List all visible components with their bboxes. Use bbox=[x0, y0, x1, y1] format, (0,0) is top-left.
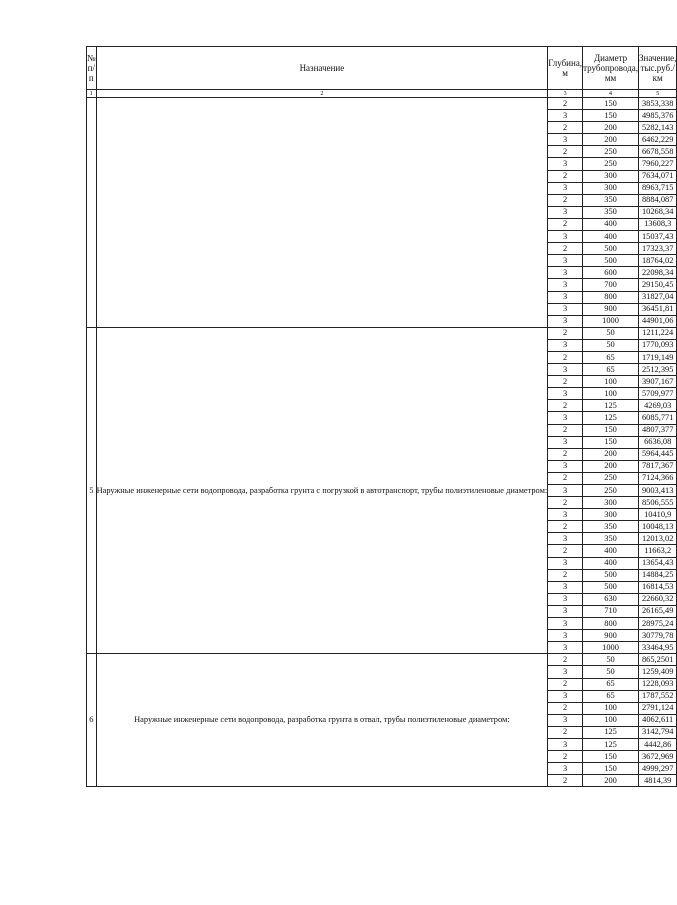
depth-cell: 3 bbox=[548, 364, 583, 376]
value-cell: 5964,445 bbox=[639, 448, 677, 460]
depth-cell: 3 bbox=[548, 630, 583, 642]
column-number-row bbox=[87, 90, 677, 98]
diameter-cell: 150 bbox=[583, 110, 639, 122]
diameter-cell: 900 bbox=[583, 303, 639, 315]
depth-cell: 3 bbox=[548, 339, 583, 351]
value-cell: 2791,124 bbox=[639, 702, 677, 714]
diameter-cell: 350 bbox=[583, 521, 639, 533]
diameter-cell: 250 bbox=[583, 472, 639, 484]
diameter-cell: 300 bbox=[583, 182, 639, 194]
depth-cell: 3 bbox=[548, 267, 583, 279]
depth-cell: 3 bbox=[548, 460, 583, 472]
depth-cell: 3 bbox=[548, 690, 583, 702]
depth-cell: 3 bbox=[548, 231, 583, 243]
diameter-cell: 400 bbox=[583, 557, 639, 569]
depth-cell: 2 bbox=[548, 448, 583, 460]
diameter-cell: 300 bbox=[583, 170, 639, 182]
depth-cell: 3 bbox=[548, 412, 583, 424]
value-cell: 3142,794 bbox=[639, 726, 677, 738]
diameter-cell: 200 bbox=[583, 775, 639, 787]
column-number: 5 bbox=[639, 90, 677, 98]
value-cell: 10410,9 bbox=[639, 509, 677, 521]
diameter-cell: 350 bbox=[583, 533, 639, 545]
depth-cell: 2 bbox=[548, 472, 583, 484]
diameter-cell: 100 bbox=[583, 388, 639, 400]
diameter-cell: 125 bbox=[583, 400, 639, 412]
value-cell: 1787,552 bbox=[639, 690, 677, 702]
diameter-cell: 600 bbox=[583, 267, 639, 279]
depth-cell: 2 bbox=[548, 678, 583, 690]
value-cell: 4062,611 bbox=[639, 714, 677, 726]
depth-cell: 2 bbox=[548, 218, 583, 230]
value-cell: 8884,087 bbox=[639, 194, 677, 206]
diameter-cell: 200 bbox=[583, 448, 639, 460]
diameter-cell: 350 bbox=[583, 206, 639, 218]
depth-cell: 3 bbox=[548, 618, 583, 630]
diameter-cell: 1000 bbox=[583, 642, 639, 654]
diameter-cell: 125 bbox=[583, 726, 639, 738]
depth-cell: 3 bbox=[548, 206, 583, 218]
diameter-cell: 500 bbox=[583, 243, 639, 255]
diameter-cell: 50 bbox=[583, 327, 639, 339]
value-cell: 9003,413 bbox=[639, 485, 677, 497]
depth-cell: 2 bbox=[548, 400, 583, 412]
diameter-cell: 710 bbox=[583, 605, 639, 617]
depth-cell: 2 bbox=[548, 775, 583, 787]
diameter-cell: 150 bbox=[583, 751, 639, 763]
column-number: 4 bbox=[583, 90, 639, 98]
pipeline-cost-table bbox=[86, 46, 677, 787]
diameter-cell: 50 bbox=[583, 654, 639, 666]
depth-cell: 2 bbox=[548, 654, 583, 666]
value-cell: 8963,715 bbox=[639, 182, 677, 194]
value-cell: 7634,071 bbox=[639, 170, 677, 182]
diameter-cell: 300 bbox=[583, 509, 639, 521]
header-depth: Глубина, м bbox=[548, 47, 583, 90]
value-cell: 10268,34 bbox=[639, 206, 677, 218]
value-cell: 6678,558 bbox=[639, 146, 677, 158]
diameter-cell: 150 bbox=[583, 98, 639, 110]
diameter-cell: 250 bbox=[583, 146, 639, 158]
value-cell: 7124,366 bbox=[639, 472, 677, 484]
depth-cell: 2 bbox=[548, 170, 583, 182]
diameter-cell: 500 bbox=[583, 569, 639, 581]
depth-cell: 2 bbox=[548, 702, 583, 714]
depth-cell: 3 bbox=[548, 593, 583, 605]
depth-cell: 3 bbox=[548, 557, 583, 569]
value-cell: 33464,95 bbox=[639, 642, 677, 654]
depth-cell: 3 bbox=[548, 110, 583, 122]
depth-cell: 2 bbox=[548, 98, 583, 110]
depth-cell: 2 bbox=[548, 726, 583, 738]
diameter-cell: 65 bbox=[583, 364, 639, 376]
diameter-cell: 1000 bbox=[583, 315, 639, 327]
depth-cell: 3 bbox=[548, 533, 583, 545]
diameter-cell: 100 bbox=[583, 376, 639, 388]
depth-cell: 3 bbox=[548, 303, 583, 315]
depth-cell: 3 bbox=[548, 605, 583, 617]
column-number: 3 bbox=[548, 90, 583, 98]
value-cell: 7960,227 bbox=[639, 158, 677, 170]
diameter-cell: 630 bbox=[583, 593, 639, 605]
diameter-cell: 65 bbox=[583, 678, 639, 690]
depth-cell: 3 bbox=[548, 436, 583, 448]
depth-cell: 3 bbox=[548, 315, 583, 327]
group-number bbox=[87, 98, 97, 328]
table-row bbox=[87, 327, 677, 339]
value-cell: 1259,409 bbox=[639, 666, 677, 678]
value-cell: 1211,224 bbox=[639, 327, 677, 339]
value-cell: 22660,32 bbox=[639, 593, 677, 605]
header-purpose: Назначение bbox=[96, 47, 548, 90]
value-cell: 4999,297 bbox=[639, 763, 677, 775]
diameter-cell: 125 bbox=[583, 412, 639, 424]
value-cell: 13608,3 bbox=[639, 218, 677, 230]
diameter-cell: 250 bbox=[583, 485, 639, 497]
value-cell: 22098,34 bbox=[639, 267, 677, 279]
depth-cell: 3 bbox=[548, 182, 583, 194]
value-cell: 5709,977 bbox=[639, 388, 677, 400]
depth-cell: 3 bbox=[548, 291, 583, 303]
depth-cell: 3 bbox=[548, 738, 583, 750]
value-cell: 11663,2 bbox=[639, 545, 677, 557]
diameter-cell: 250 bbox=[583, 158, 639, 170]
depth-cell: 3 bbox=[548, 134, 583, 146]
diameter-cell: 300 bbox=[583, 497, 639, 509]
depth-cell: 3 bbox=[548, 279, 583, 291]
diameter-cell: 700 bbox=[583, 279, 639, 291]
depth-cell: 2 bbox=[548, 376, 583, 388]
depth-cell: 2 bbox=[548, 545, 583, 557]
value-cell: 6462,229 bbox=[639, 134, 677, 146]
value-cell: 3853,338 bbox=[639, 98, 677, 110]
value-cell: 1770,093 bbox=[639, 339, 677, 351]
diameter-cell: 65 bbox=[583, 351, 639, 363]
depth-cell: 3 bbox=[548, 509, 583, 521]
diameter-cell: 100 bbox=[583, 702, 639, 714]
group-number: 6 bbox=[87, 654, 97, 787]
value-cell: 16814,53 bbox=[639, 581, 677, 593]
diameter-cell: 150 bbox=[583, 436, 639, 448]
value-cell: 36451,81 bbox=[639, 303, 677, 315]
value-cell: 4442,86 bbox=[639, 738, 677, 750]
depth-cell: 2 bbox=[548, 194, 583, 206]
group-description bbox=[96, 98, 548, 328]
value-cell: 17323,37 bbox=[639, 243, 677, 255]
value-cell: 44901,06 bbox=[639, 315, 677, 327]
value-cell: 31827,04 bbox=[639, 291, 677, 303]
header-number: № п/п bbox=[87, 47, 97, 90]
diameter-cell: 125 bbox=[583, 738, 639, 750]
diameter-cell: 150 bbox=[583, 424, 639, 436]
depth-cell: 2 bbox=[548, 243, 583, 255]
diameter-cell: 200 bbox=[583, 122, 639, 134]
value-cell: 1228,093 bbox=[639, 678, 677, 690]
depth-cell: 2 bbox=[548, 351, 583, 363]
depth-cell: 3 bbox=[548, 714, 583, 726]
depth-cell: 2 bbox=[548, 521, 583, 533]
value-cell: 2512,395 bbox=[639, 364, 677, 376]
depth-cell: 2 bbox=[548, 146, 583, 158]
diameter-cell: 400 bbox=[583, 545, 639, 557]
value-cell: 13654,43 bbox=[639, 557, 677, 569]
depth-cell: 2 bbox=[548, 122, 583, 134]
table-body bbox=[87, 98, 677, 787]
diameter-cell: 50 bbox=[583, 339, 639, 351]
value-cell: 1719,149 bbox=[639, 351, 677, 363]
diameter-cell: 100 bbox=[583, 714, 639, 726]
value-cell: 29150,45 bbox=[639, 279, 677, 291]
value-cell: 4985,376 bbox=[639, 110, 677, 122]
diameter-cell: 150 bbox=[583, 763, 639, 775]
diameter-cell: 200 bbox=[583, 460, 639, 472]
diameter-cell: 200 bbox=[583, 134, 639, 146]
value-cell: 26165,49 bbox=[639, 605, 677, 617]
depth-cell: 3 bbox=[548, 158, 583, 170]
depth-cell: 3 bbox=[548, 485, 583, 497]
diameter-cell: 800 bbox=[583, 618, 639, 630]
value-cell: 4269,03 bbox=[639, 400, 677, 412]
value-cell: 4814,39 bbox=[639, 775, 677, 787]
header-diameter: Диаметр трубопровода, мм bbox=[583, 47, 639, 90]
value-cell: 10048,13 bbox=[639, 521, 677, 533]
value-cell: 14884,25 bbox=[639, 569, 677, 581]
depth-cell: 3 bbox=[548, 666, 583, 678]
depth-cell: 3 bbox=[548, 642, 583, 654]
depth-cell: 2 bbox=[548, 751, 583, 763]
group-description: Наружные инженерные сети водопровода, разработка грунта с погрузкой в автотранспорт, трубы полиэтиленовые диаметром: bbox=[96, 327, 548, 654]
group-description: Наружные инженерные сети водопровода, разработка грунта в отвал, трубы полиэтиленовые диаметром: bbox=[96, 654, 548, 787]
diameter-cell: 800 bbox=[583, 291, 639, 303]
table-row bbox=[87, 98, 677, 110]
value-cell: 6085,771 bbox=[639, 412, 677, 424]
diameter-cell: 350 bbox=[583, 194, 639, 206]
value-cell: 3672,969 bbox=[639, 751, 677, 763]
table-row bbox=[87, 654, 677, 666]
header-row bbox=[87, 47, 677, 90]
depth-cell: 3 bbox=[548, 763, 583, 775]
value-cell: 28975,24 bbox=[639, 618, 677, 630]
value-cell: 15037,43 bbox=[639, 231, 677, 243]
diameter-cell: 50 bbox=[583, 666, 639, 678]
group-number: 5 bbox=[87, 327, 97, 654]
value-cell: 12013,02 bbox=[639, 533, 677, 545]
value-cell: 865,2501 bbox=[639, 654, 677, 666]
depth-cell: 2 bbox=[548, 327, 583, 339]
depth-cell: 2 bbox=[548, 424, 583, 436]
diameter-cell: 65 bbox=[583, 690, 639, 702]
diameter-cell: 400 bbox=[583, 218, 639, 230]
value-cell: 4807,377 bbox=[639, 424, 677, 436]
diameter-cell: 900 bbox=[583, 630, 639, 642]
header-value: Значение, тыс.руб./км bbox=[639, 47, 677, 90]
value-cell: 7817,367 bbox=[639, 460, 677, 472]
value-cell: 30779,78 bbox=[639, 630, 677, 642]
depth-cell: 3 bbox=[548, 255, 583, 267]
value-cell: 3907,167 bbox=[639, 376, 677, 388]
value-cell: 8506,555 bbox=[639, 497, 677, 509]
value-cell: 6636,08 bbox=[639, 436, 677, 448]
diameter-cell: 400 bbox=[583, 231, 639, 243]
depth-cell: 2 bbox=[548, 497, 583, 509]
depth-cell: 3 bbox=[548, 581, 583, 593]
column-number: 1 bbox=[87, 90, 97, 98]
value-cell: 5282,143 bbox=[639, 122, 677, 134]
diameter-cell: 500 bbox=[583, 581, 639, 593]
column-number: 2 bbox=[96, 90, 548, 98]
value-cell: 18764,02 bbox=[639, 255, 677, 267]
diameter-cell: 500 bbox=[583, 255, 639, 267]
depth-cell: 2 bbox=[548, 569, 583, 581]
depth-cell: 3 bbox=[548, 388, 583, 400]
